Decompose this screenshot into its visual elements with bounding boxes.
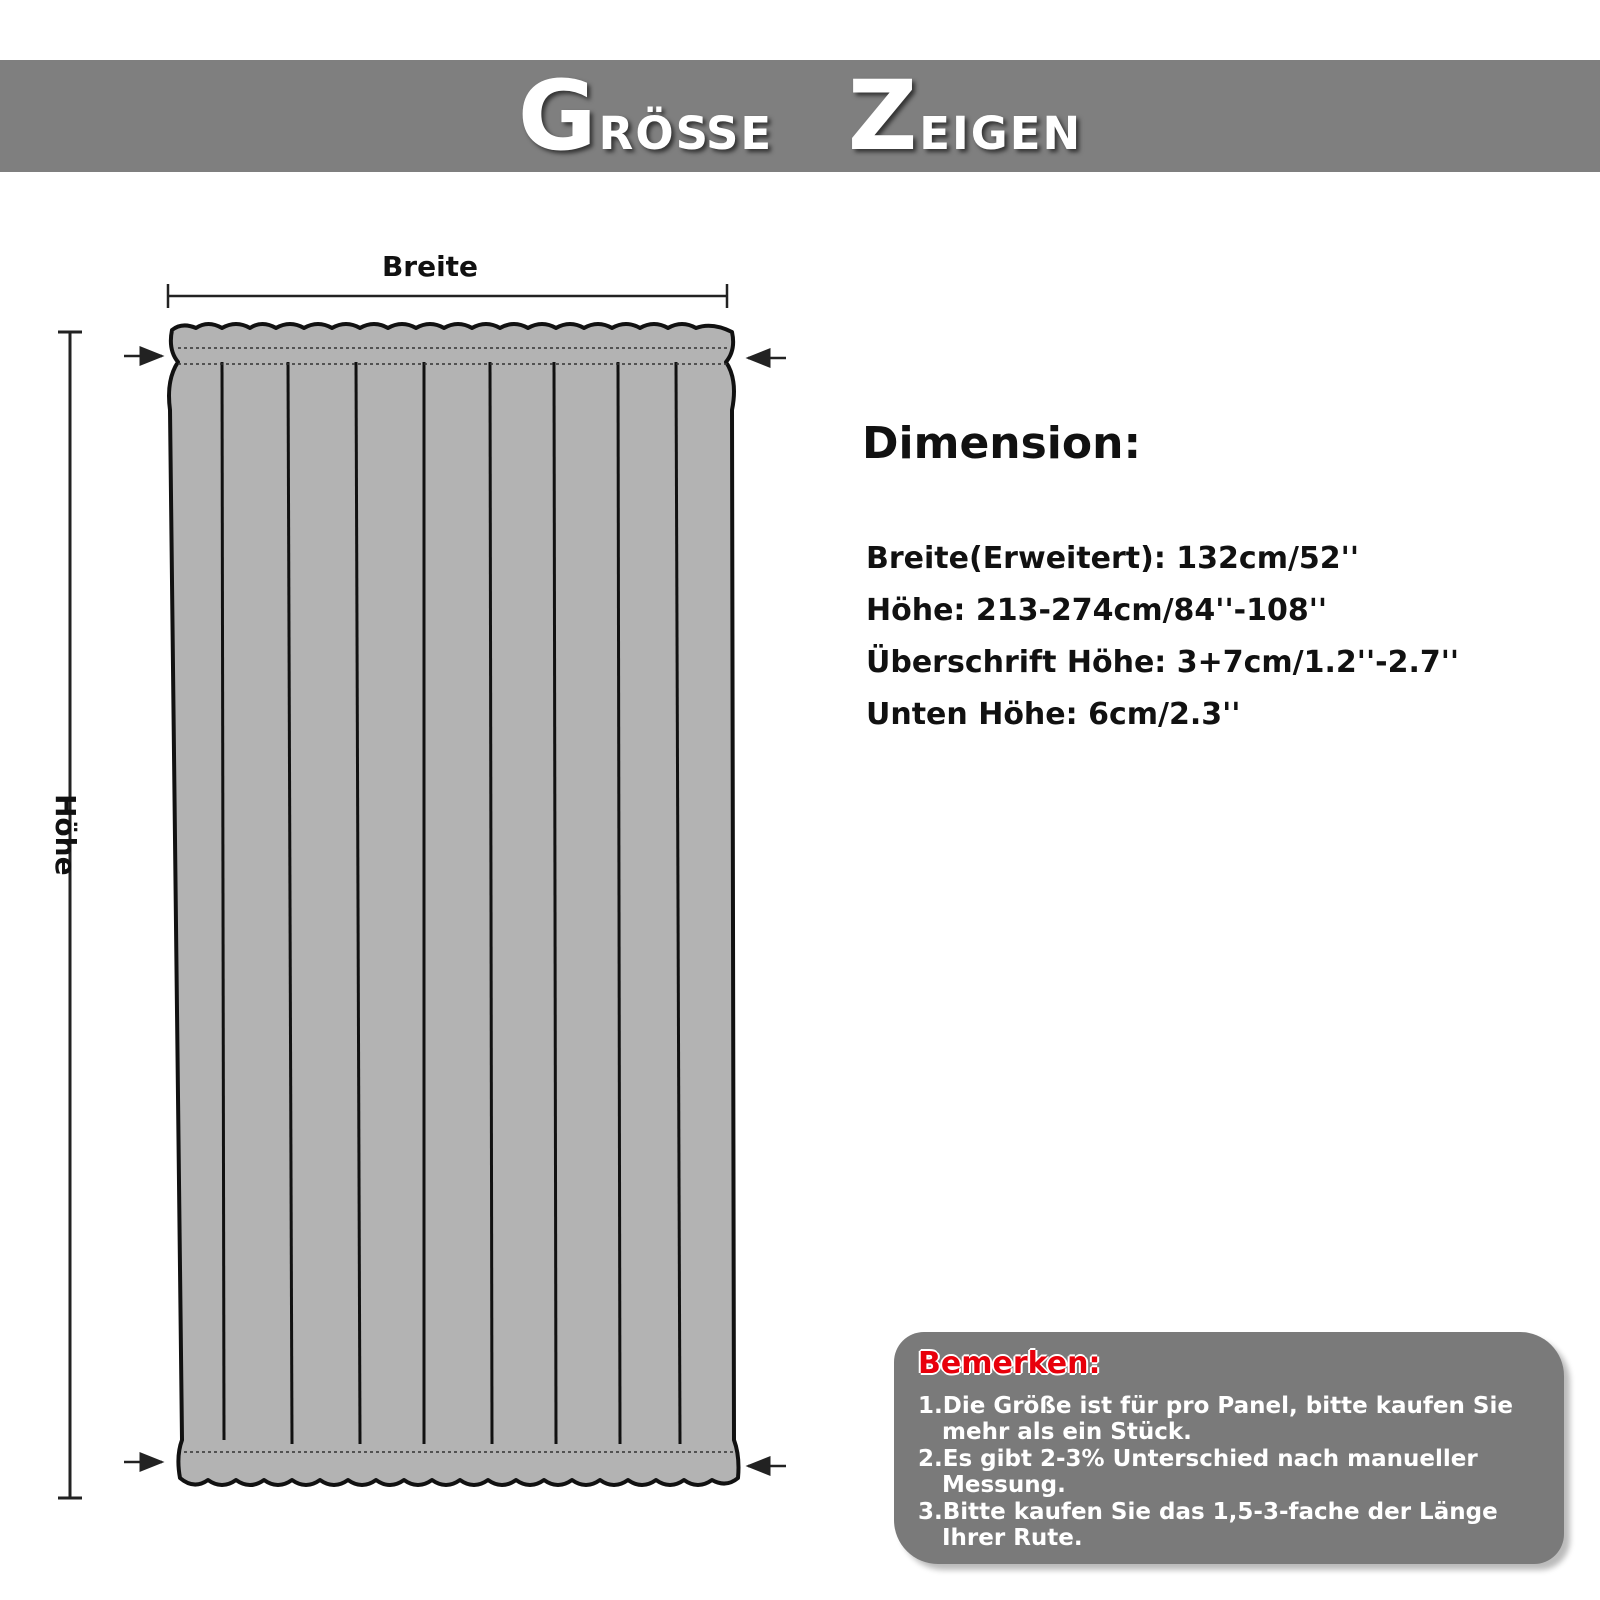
dimension-item: Unten Höhe: 6cm/2.3'' bbox=[866, 697, 1241, 732]
dimension-list bbox=[866, 536, 1459, 744]
title-word-2: Zeigen bbox=[847, 60, 1083, 172]
height-label: Höhe bbox=[49, 794, 82, 876]
width-dimension-line bbox=[168, 284, 727, 308]
note-item: 1.Die Größe ist für pro Panel, bitte kaufen Sie mehr als ein Stück. bbox=[918, 1393, 1513, 1445]
height-dimension-line bbox=[58, 332, 82, 1498]
note-item: 2.Es gibt 2-3% Unterschied nach manueller Messung. bbox=[918, 1446, 1478, 1498]
notes-list bbox=[918, 1393, 1542, 1551]
dimension-item: Überschrift Höhe: 3+7cm/1.2''-2.7'' bbox=[866, 645, 1460, 680]
note-item: 3.Bitte kaufen Sie das 1,5-3-fache der Länge Ihrer Rute. bbox=[918, 1499, 1498, 1551]
curtain-panel bbox=[169, 324, 739, 1485]
dimension-title: Dimension: bbox=[862, 418, 1142, 469]
width-label: Breite bbox=[381, 250, 479, 283]
dimension-item: Höhe: 213-274cm/84''-108'' bbox=[866, 593, 1328, 628]
notes-title: Bemerken: bbox=[918, 1346, 1101, 1381]
title-word-1: Größe bbox=[517, 60, 774, 172]
dimension-item: Breite(Erweitert): 132cm/52'' bbox=[866, 541, 1360, 576]
notes-box bbox=[894, 1332, 1564, 1564]
